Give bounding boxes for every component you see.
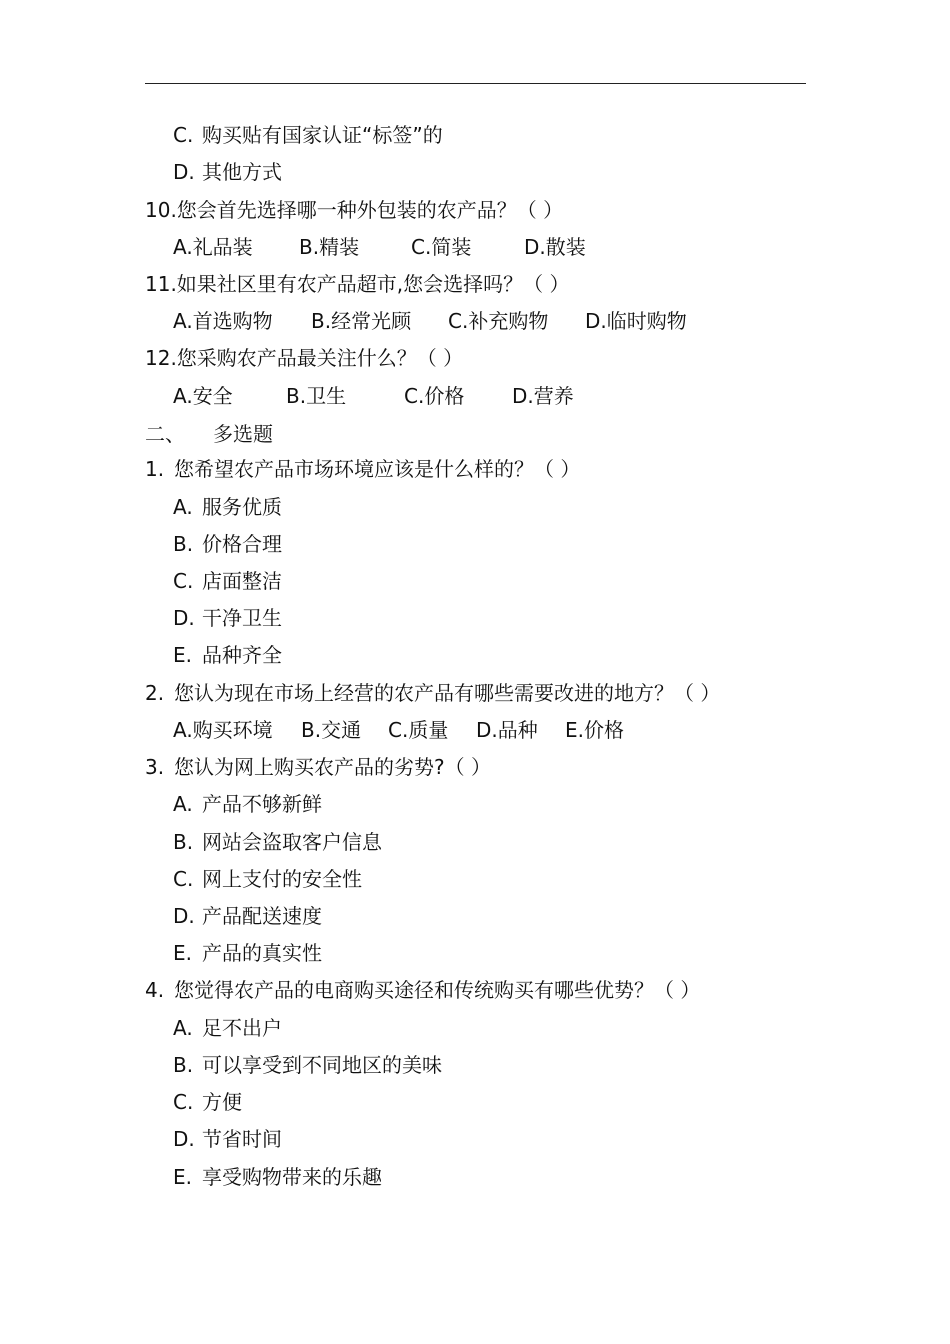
m2-options xyxy=(173,716,773,744)
section-number: 二、 xyxy=(145,422,185,446)
question-text: 您觉得农产品的电商购买途径和传统购买有哪些优势？（ ） xyxy=(174,978,701,1002)
q10-option-a: A.礼品装 xyxy=(173,235,253,259)
m2-option-e: E.价格 xyxy=(565,718,624,742)
m3-option-e xyxy=(173,939,322,967)
question-number: 4. xyxy=(145,978,165,1002)
q9-option-c xyxy=(173,121,443,149)
m4-option-e xyxy=(173,1163,382,1191)
question-number: 2. xyxy=(145,681,165,705)
m4-option-b xyxy=(173,1051,442,1079)
option-label: C. xyxy=(173,569,194,593)
option-text: 价格合理 xyxy=(202,532,282,556)
q10-option-c: C.简装 xyxy=(411,235,472,259)
m4-option-a xyxy=(173,1014,282,1042)
q11-option-b: B.经常光顾 xyxy=(311,309,412,333)
option-text: 产品配送速度 xyxy=(202,904,322,928)
option-label: B. xyxy=(173,1053,194,1077)
q11-option-d: D.临时购物 xyxy=(585,309,687,333)
m2-option-b: B.交通 xyxy=(301,718,362,742)
multi-question-2 xyxy=(145,679,720,707)
header-rule xyxy=(145,83,806,84)
option-text: 网上支付的安全性 xyxy=(202,867,362,891)
option-text: 网站会盗取客户信息 xyxy=(202,830,382,854)
option-label: B. xyxy=(173,830,194,854)
multi-question-4 xyxy=(145,976,700,1004)
q12-option-b: B.卫生 xyxy=(286,384,347,408)
q12-options xyxy=(173,382,773,410)
m2-option-a: A.购买环境 xyxy=(173,718,273,742)
m1-option-a xyxy=(173,493,282,521)
m1-option-b xyxy=(173,530,282,558)
q12-option-a: A.安全 xyxy=(173,384,233,408)
option-text: 足不出户 xyxy=(202,1016,282,1040)
m3-option-a xyxy=(173,790,322,818)
option-label: E. xyxy=(173,1165,192,1189)
option-text: 节省时间 xyxy=(202,1127,282,1151)
m3-option-c xyxy=(173,865,362,893)
option-label: C. xyxy=(173,1090,194,1114)
q11-options xyxy=(173,307,773,335)
section-title: 多选题 xyxy=(213,422,273,446)
question-11: 11.如果社区里有农产品超市,您会选择吗？（ ） xyxy=(145,272,570,296)
m2-option-c: C.质量 xyxy=(388,718,449,742)
q9-option-d xyxy=(173,158,282,186)
option-label: D. xyxy=(173,160,195,184)
m4-option-c xyxy=(173,1088,242,1116)
option-label: C. xyxy=(173,123,194,147)
m4-option-d xyxy=(173,1125,282,1153)
q12-option-d: D.营养 xyxy=(512,384,574,408)
m3-option-d xyxy=(173,902,322,930)
option-label: E. xyxy=(173,643,192,667)
option-text: 购买贴有国家认证“标签”的 xyxy=(202,123,443,147)
q12-option-c: C.价格 xyxy=(404,384,465,408)
q10-option-d: D.散装 xyxy=(524,235,586,259)
question-10: 10.您会首先选择哪一种外包装的农产品？（ ） xyxy=(145,198,564,222)
question-number: 3. xyxy=(145,755,165,779)
option-label: D. xyxy=(173,1127,195,1151)
m1-option-c xyxy=(173,567,282,595)
option-text: 店面整洁 xyxy=(202,569,282,593)
option-label: A. xyxy=(173,792,193,816)
option-text: 干净卫生 xyxy=(202,606,282,630)
question-text: 您认为网上购买农产品的劣势?（ ） xyxy=(174,755,491,779)
option-text: 其他方式 xyxy=(202,160,282,184)
question-text: 您认为现在市场上经营的农产品有哪些需要改进的地方？（ ） xyxy=(174,681,721,705)
multi-question-3 xyxy=(145,753,491,781)
option-label: A. xyxy=(173,495,193,519)
question-12: 12.您采购农产品最关注什么？（ ） xyxy=(145,346,464,370)
option-text: 方便 xyxy=(202,1090,242,1114)
m1-option-e xyxy=(173,641,282,669)
option-text: 品种齐全 xyxy=(202,643,282,667)
option-text: 享受购物带来的乐趣 xyxy=(202,1165,382,1189)
m3-option-b xyxy=(173,828,382,856)
option-text: 产品的真实性 xyxy=(202,941,322,965)
multi-question-1 xyxy=(145,455,580,483)
q11-option-c: C.补充购物 xyxy=(448,309,549,333)
q10-options xyxy=(173,233,773,261)
q11-option-a: A.首选购物 xyxy=(173,309,273,333)
m2-option-d: D.品种 xyxy=(476,718,538,742)
m1-option-d xyxy=(173,604,282,632)
option-text: 可以享受到不同地区的美味 xyxy=(202,1053,442,1077)
option-text: 服务优质 xyxy=(202,495,282,519)
option-label: E. xyxy=(173,941,192,965)
option-label: D. xyxy=(173,904,195,928)
option-label: C. xyxy=(173,867,194,891)
option-text: 产品不够新鲜 xyxy=(202,792,322,816)
option-label: B. xyxy=(173,532,194,556)
option-label: D. xyxy=(173,606,195,630)
question-number: 1. xyxy=(145,457,165,481)
option-label: A. xyxy=(173,1016,193,1040)
q10-option-b: B.精装 xyxy=(299,235,360,259)
section-heading-multi-choice xyxy=(145,420,273,448)
question-text: 您希望农产品市场环境应该是什么样的？（ ） xyxy=(174,457,581,481)
